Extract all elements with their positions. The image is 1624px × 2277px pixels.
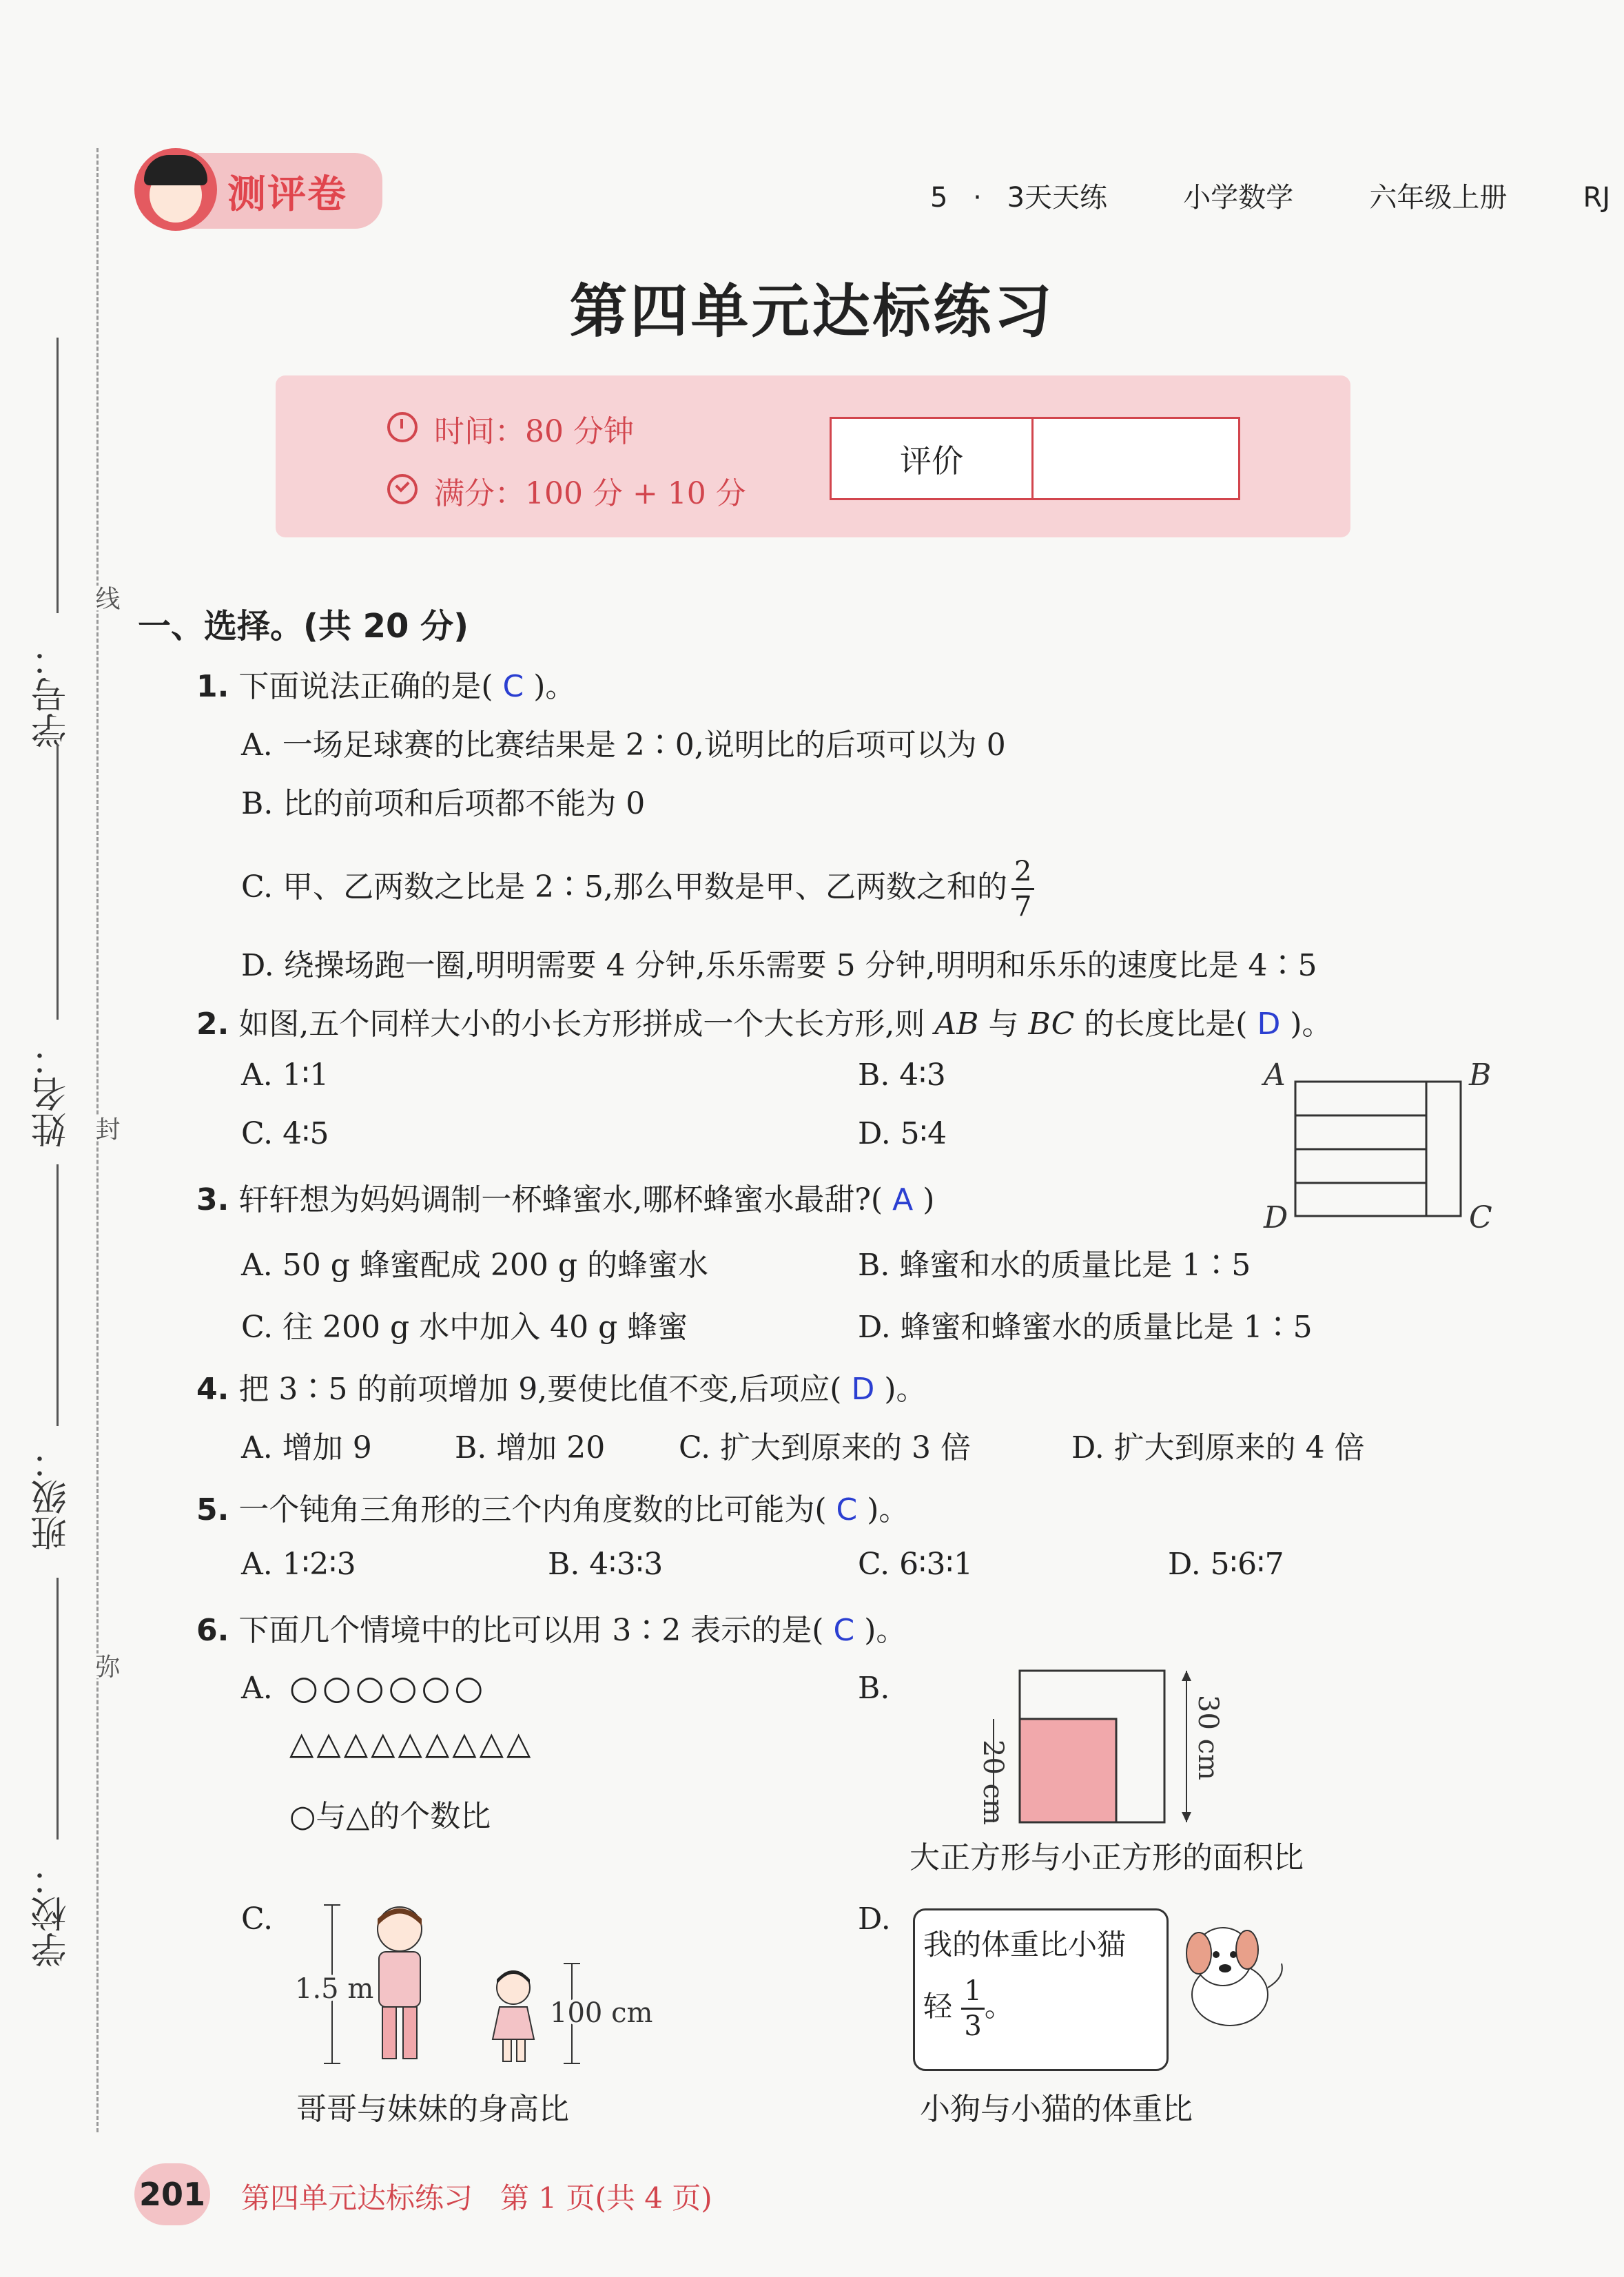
name-field[interactable] [56,744,59,1020]
binding-char-xian: 线 [88,586,123,610]
q1-option-b: B. 比的前项和后项都不能为 0 [241,786,646,821]
bubble-text-1: 我的体重比小猫 [923,1928,1127,1961]
rectangle-diagram [1254,1054,1502,1233]
clock-icon [387,412,418,442]
answer-4: D [851,1372,875,1407]
page-title: 第四单元达标练习 [569,277,1055,345]
q3-option-c: C. 往 200 g 水中加入 40 g 蜂蜜 [241,1310,688,1345]
sister-height-label: 100 cm [550,1997,653,2029]
answer-2: D [1257,1007,1281,1042]
small-square-label: 20 cm [977,1740,1009,1825]
series-info: 5 · 3天天练 小学数学 六年级上册 RJ [930,182,1611,214]
label-d: D [1264,1200,1288,1235]
q5-option-d: D. 5∶6∶7 [1168,1547,1284,1582]
q5-option-c: C. 6∶3∶1 [858,1547,973,1582]
q6-c-caption: 哥哥与妹妹的身高比 [296,2092,569,2127]
q6-option-c-label: C. [241,1902,274,1937]
arrow-down-icon [1182,1812,1191,1822]
q1-option-d: D. 绕操场跑一圈,明明需要 4 分钟,乐乐需要 5 分钟,明明和乐乐的速度比是 4∶5 [241,948,1317,983]
q6-circles: ○○○○○○ [289,1669,488,1707]
height-diagram [289,1898,675,2077]
q4-option-b: B. 增加 20 [455,1430,606,1465]
q3-option-d: D. 蜂蜜和蜂蜜水的质量比是 1∶5 [858,1310,1313,1345]
answer-6: C [833,1613,855,1648]
boy-face-icon [134,148,217,231]
answer-1: C [502,669,524,704]
school-label: 学校： [32,1860,73,1968]
q6-option-a-label: A. [241,1671,273,1706]
q2-option-a: A. 1∶1 [241,1058,329,1093]
question-6: 6. 下面几个情境中的比可以用 3∶2 表示的是( C )。 [196,1613,907,1648]
q6-option-d-label: D. [858,1902,891,1937]
student-number-label: 学号： [32,641,73,748]
answer-3: A [892,1182,914,1217]
brother-height-label: 1.5 m [295,1973,374,2005]
q4-option-c: C. 扩大到原来的 3 倍 [679,1430,972,1465]
evaluation-field[interactable] [1034,419,1238,498]
q4-option-d: D. 扩大到原来的 4 倍 [1071,1430,1365,1465]
question-4: 4. 把 3∶5 的前项增加 9,要使比值不变,后项应( D )。 [196,1372,927,1407]
question-1: 1. 下面说法正确的是( C )。 [196,669,576,704]
q1-fraction: $\frac{2}{7}$ [1011,858,1034,920]
name-label: 姓名： [32,1040,73,1148]
score-label: 满分：100 分 + 10 分 [434,476,746,511]
q1-option-a: A. 一场足球赛的比赛结果是 2∶0,说明比的后项可以为 0 [241,728,1006,763]
brother-icon [378,1907,422,2059]
footer-text: 第四单元达标练习 第 1 页(共 4 页) [241,2181,712,2215]
arrow-up-icon [1182,1671,1191,1681]
student-number-field[interactable] [56,338,59,613]
evaluation-label: 评价 [832,419,1034,498]
bubble-text-2: 轻 $\frac{1}{3}$ 。 [923,1975,1014,2042]
evaluation-table [830,417,1240,500]
question-3: 3. 轩轩想为妈妈调制一杯蜂蜜水,哪杯蜂蜜水最甜?( A ) [196,1182,935,1217]
binding-char-feng: 封 [88,1116,123,1141]
small-square [1020,1719,1116,1822]
check-icon [387,474,418,504]
q3-option-b: B. 蜂蜜和水的质量比是 1∶5 [858,1248,1251,1283]
page-number: 201 [134,2163,210,2225]
q6-b-caption: 大正方形与小正方形的面积比 [909,1840,1304,1875]
answer-5: C [836,1492,858,1527]
q6-fraction: $\frac{1}{3}$ [961,1977,984,2040]
question-2: 2. 如图,五个同样大小的小长方形拼成一个大长方形,则 AB 与 BC 的长度比是( D )。 [196,1007,1333,1042]
q5-option-a: A. 1∶2∶3 [241,1547,356,1582]
q6-triangles: △△△△△△△△△ [289,1724,534,1762]
q6-option-b-label: B. [858,1671,890,1706]
binding-char-mi: 弥 [88,1653,123,1678]
q2-option-d: D. 5∶4 [858,1116,947,1151]
sister-icon [493,1970,534,2061]
section-heading: 一、选择。(共 20 分) [138,607,469,646]
big-square-label: 30 cm [1192,1695,1224,1780]
question-5: 5. 一个钝角三角形的三个内角度数的比可能为( C )。 [196,1492,909,1527]
label-b: B [1469,1058,1492,1093]
label-a: A [1264,1058,1286,1093]
q6-a-caption: ○与△的个数比 [289,1799,491,1834]
q4-option-a: A. 增加 9 [241,1430,372,1465]
badge-label: 测评卷 [227,172,347,217]
q1-option-c: C. 甲、乙两数之比是 2∶5,那么甲数是甲、乙两数之和的 $\frac{2}{7}$ [241,858,1034,920]
q2-option-b: B. 4∶3 [858,1058,946,1093]
class-field[interactable] [56,1164,59,1426]
time-label: 时间：80 分钟 [434,414,634,449]
q3-option-a: A. 50 g 蜂蜜配成 200 g 的蜂蜜水 [241,1248,708,1283]
class-label: 班级： [32,1443,73,1551]
school-field[interactable] [56,1578,59,1840]
puppy-icon [1171,1912,1295,2036]
q2-option-c: C. 4∶5 [241,1116,329,1151]
label-c: C [1469,1200,1492,1235]
q6-d-caption: 小狗与小猫的体重比 [920,2092,1193,2127]
squares-diagram [958,1660,1224,1833]
q5-option-b: B. 4∶3∶3 [548,1547,664,1582]
